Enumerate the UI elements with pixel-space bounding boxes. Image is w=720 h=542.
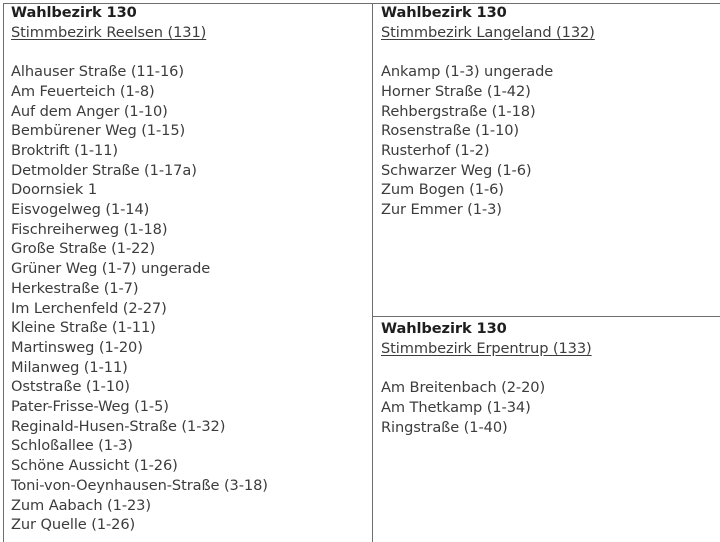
street-item: Grüner Weg (1-7) ungerade <box>11 260 211 278</box>
street-item: Am Breitenbach (2-20) <box>381 379 546 397</box>
street-item: Rosenstraße (1-10) <box>381 122 520 140</box>
district-cell-reelsen <box>11 3 367 535</box>
district-heading: Wahlbezirk 130 <box>11 4 137 21</box>
street-item: Kleine Straße (1-11) <box>11 319 156 337</box>
district-subheading: Stimmbezirk Reelsen (131) <box>11 23 207 41</box>
street-item: Oststraße (1-10) <box>11 378 130 396</box>
district-subheading: Stimmbezirk Langeland (132) <box>381 23 595 41</box>
street-item: Schloßallee (1-3) <box>11 437 133 455</box>
street-item: Zum Aabach (1-23) <box>11 496 151 514</box>
street-item: Ringstraße (1-40) <box>381 418 508 436</box>
street-item: Reginald-Husen-Straße (1-32) <box>11 417 226 435</box>
district-cell-langeland <box>381 3 717 220</box>
street-item: Auf dem Anger (1-10) <box>11 102 168 120</box>
street-item: Toni-von-Oeynhausen-Straße (3-18) <box>11 476 268 494</box>
row-divider <box>372 316 720 317</box>
street-list <box>381 378 717 437</box>
street-item: Bembürener Weg (1-15) <box>11 122 186 140</box>
district-subheading: Stimmbezirk Erpentrup (133) <box>381 339 592 357</box>
street-item: Martinsweg (1-20) <box>11 338 143 356</box>
street-item: Am Thetkamp (1-34) <box>381 398 531 416</box>
street-item: Pater-Frisse-Weg (1-5) <box>11 398 169 416</box>
district-heading: Wahlbezirk 130 <box>381 4 507 21</box>
street-item: Eisvogelweg (1-14) <box>11 201 150 219</box>
street-item: Broktrift (1-11) <box>11 141 118 159</box>
district-heading: Wahlbezirk 130 <box>381 320 507 337</box>
street-item: Alhauser Straße (11-16) <box>11 63 184 81</box>
street-item: Große Straße (1-22) <box>11 240 156 258</box>
street-item: Milanweg (1-11) <box>11 358 128 376</box>
district-cell-erpentrup <box>381 319 717 437</box>
street-item: Schöne Aussicht (1-26) <box>11 457 178 475</box>
column-divider <box>372 3 373 542</box>
street-item: Am Feuerteich (1-8) <box>11 82 155 100</box>
street-list <box>11 62 367 535</box>
table-border-left <box>3 3 4 542</box>
street-item: Im Lerchenfeld (2-27) <box>11 299 167 317</box>
street-item: Zum Bogen (1-6) <box>381 181 504 199</box>
street-item: Ankamp (1-3) ungerade <box>381 63 554 81</box>
street-item: Rehbergstraße (1-18) <box>381 102 536 120</box>
street-item: Detmolder Straße (1-17a) <box>11 161 197 179</box>
street-item: Herkestraße (1-7) <box>11 279 139 297</box>
street-item: Zur Emmer (1-3) <box>381 201 502 219</box>
street-item: Zur Quelle (1-26) <box>11 516 136 534</box>
street-item: Horner Straße (1-42) <box>381 82 531 100</box>
street-list <box>381 62 717 220</box>
street-item: Rusterhof (1-2) <box>381 141 490 159</box>
street-item: Doornsiek 1 <box>11 181 97 199</box>
street-item: Schwarzer Weg (1-6) <box>381 161 532 179</box>
street-item: Fischreiherweg (1-18) <box>11 220 168 238</box>
